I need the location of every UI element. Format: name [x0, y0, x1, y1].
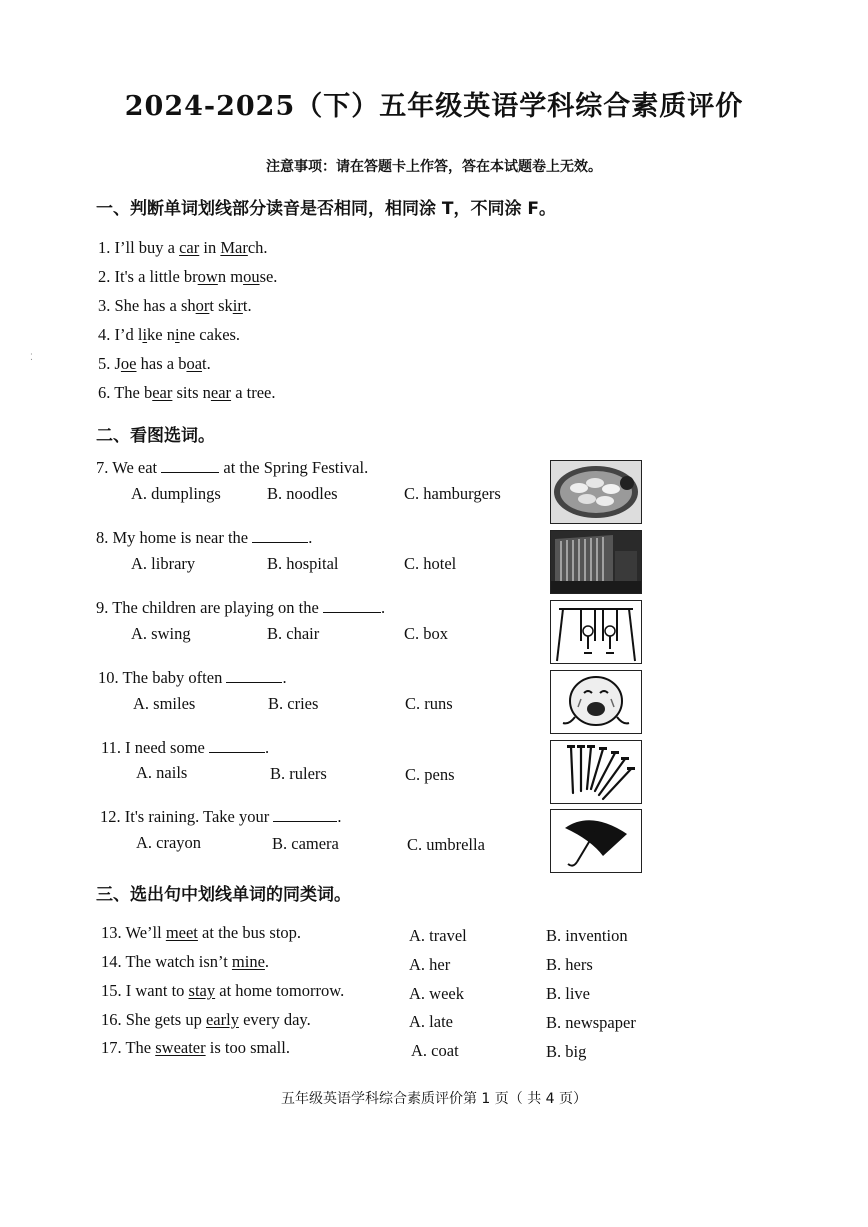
option-c: C. pens [405, 765, 455, 784]
swing-children-icon [550, 600, 642, 664]
answer-blank [161, 460, 219, 473]
option-a: A. nails [136, 763, 188, 782]
question-12: 12. It's raining. Take your . [100, 807, 342, 826]
question-17: 17. The sweater is too small. [101, 1038, 290, 1057]
answer-blank [209, 740, 265, 753]
option-b: B. rulers [270, 764, 327, 783]
option-b: B. invention [546, 926, 628, 945]
question-6: 6. The bear sits near a tree. [98, 383, 276, 402]
answer-blank [273, 809, 337, 822]
scan-mark: ⁚ [30, 352, 33, 362]
section2-heading: 二、看图选词。 [96, 426, 215, 446]
umbrella-icon [550, 809, 642, 873]
option-b: B. chair [267, 624, 320, 643]
answer-blank [252, 530, 308, 543]
option-b: B. live [546, 984, 590, 1003]
nails-icon [550, 740, 642, 804]
question-3: 3. She has a short skirt. [98, 296, 252, 315]
option-a: A. her [409, 955, 451, 974]
option-b: B. big [546, 1042, 587, 1061]
option-b: B. camera [272, 834, 339, 853]
option-a: A. library [131, 554, 196, 573]
option-b: B. hospital [267, 554, 339, 573]
option-b: B. noodles [267, 484, 338, 503]
option-c: C. hotel [404, 554, 457, 573]
option-c: C. box [404, 624, 449, 643]
notice-text: 注意事项：请在答题卡上作答，答在本试题卷上无效。 [266, 159, 602, 175]
option-a: A. dumplings [131, 484, 221, 503]
question-15: 15. I want to stay at home tomorrow. [101, 981, 345, 1000]
option-b: B. cries [268, 694, 319, 713]
option-a: A. coat [411, 1041, 459, 1060]
option-b: B. newspaper [546, 1013, 636, 1032]
question-16: 16. She gets up early every day. [101, 1010, 311, 1029]
option-c: C. umbrella [407, 835, 485, 854]
answer-blank [323, 600, 381, 613]
question-4: 4. I’d like nine cakes. [98, 325, 241, 344]
question-13: 13. We’ll meet at the bus stop. [101, 923, 302, 942]
page-title: 2024-2025（下）五年级英语学科综合素质评价 [124, 91, 744, 122]
hospital-building-icon [550, 530, 642, 594]
option-c: C. hamburgers [404, 484, 501, 503]
option-a: A. crayon [136, 833, 202, 852]
question-5: 5. Joe has a boat. [98, 354, 211, 373]
option-a: A. swing [131, 624, 191, 643]
question-9: 9. The children are playing on the . [96, 598, 386, 617]
dumplings-plate-icon [550, 460, 642, 524]
question-1: 1. I’ll buy a car in March. [98, 238, 268, 257]
question-7: 7. We eat at the Spring Festival. [96, 458, 369, 477]
question-14: 14. The watch isn’t mine. [101, 952, 270, 971]
section3-heading: 三、选出句中划线单词的同类词。 [96, 885, 351, 905]
answer-blank [226, 670, 282, 683]
section1-heading: 一、判断单词划线部分读音是否相同，相同涂 T，不同涂 F。 [96, 199, 557, 219]
option-a: A. late [409, 1012, 453, 1031]
page-footer: 五年级英语学科综合素质评价第 1 页（ 共 4 页） [280, 1091, 588, 1107]
question-8: 8. My home is near the . [96, 528, 313, 547]
option-a: A. smiles [133, 694, 196, 713]
question-10: 10. The baby often . [98, 668, 287, 687]
question-2: 2. It's a little brown mouse. [98, 267, 278, 286]
option-c: C. runs [405, 694, 453, 713]
option-a: A. week [409, 984, 464, 1003]
question-11: 11. I need some . [101, 738, 270, 757]
crying-baby-icon [550, 670, 642, 734]
option-b: B. hers [546, 955, 593, 974]
option-a: A. travel [409, 926, 467, 945]
